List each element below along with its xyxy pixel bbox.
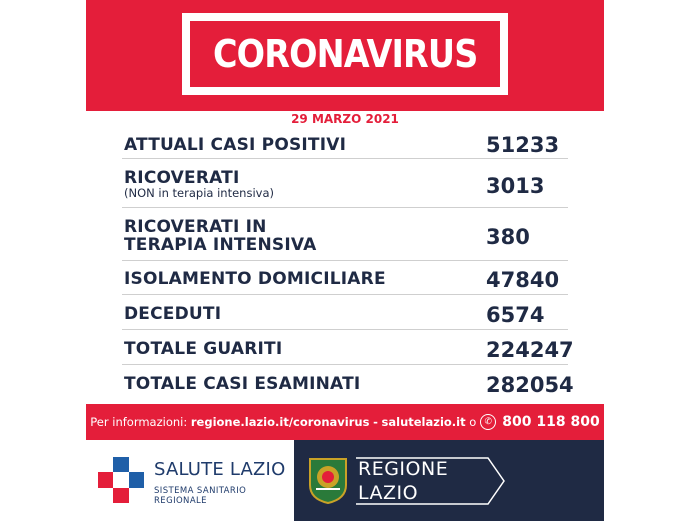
row-isolamento-domiciliare xyxy=(122,261,568,295)
info-bar xyxy=(86,404,604,440)
row-totale-guariti xyxy=(122,330,574,365)
regione-label: REGIONE xyxy=(358,458,449,480)
row-label: TOTALE GUARITI xyxy=(124,339,283,359)
lazio-label: LAZIO xyxy=(358,482,419,504)
row-label: RICOVERATI xyxy=(124,168,240,188)
row-sublabel: (NON in terapia intensiva) xyxy=(124,186,274,200)
phone-icon: ✆ xyxy=(480,414,496,430)
row-terapia-intensiva xyxy=(122,208,568,261)
row-label: ISOLAMENTO DOMICILIARE xyxy=(124,269,386,289)
row-value: 380 xyxy=(486,225,530,249)
row-value: 51233 xyxy=(486,133,560,157)
info-prefix: Per informazioni: xyxy=(90,415,188,429)
regione-lazio-emblem-icon xyxy=(306,455,350,505)
stats-list xyxy=(122,128,574,399)
row-value: 3013 xyxy=(486,174,545,198)
row-label: DECEDUTI xyxy=(124,304,222,324)
row-ricoverati xyxy=(122,159,568,208)
medical-cross-icon xyxy=(98,457,144,503)
row-value: 282054 xyxy=(486,373,574,397)
report-date: 29 MARZO 2021 xyxy=(291,112,399,126)
row-label-line2: TERAPIA INTENSIVA xyxy=(124,235,317,255)
row-label: ATTUALI CASI POSITIVI xyxy=(124,135,347,155)
link-salutelazio[interactable]: salutelazio.it xyxy=(381,415,466,429)
row-value: 47840 xyxy=(486,268,560,292)
row-value: 224247 xyxy=(486,338,574,362)
link-regione-lazio[interactable]: regione.lazio.it/coronavirus xyxy=(190,415,370,429)
row-value: 6574 xyxy=(486,303,545,327)
row-label: RICOVERATI IN xyxy=(124,217,267,237)
row-deceduti xyxy=(122,295,568,330)
info-or: o xyxy=(469,415,477,429)
info-separator: - xyxy=(373,415,378,429)
bulletin-card xyxy=(86,0,604,521)
salute-lazio-title: SALUTE LAZIO xyxy=(154,459,286,480)
page-title: CORONAVIRUS xyxy=(212,32,478,76)
row-label: TOTALE CASI ESAMINATI xyxy=(124,374,361,394)
salute-lazio-logo xyxy=(86,440,294,521)
title-frame xyxy=(182,13,508,95)
phone-number[interactable]: 800 118 800 xyxy=(502,414,600,430)
regione-lazio-logo xyxy=(294,440,604,521)
row-attuali-casi-positivi xyxy=(122,128,568,159)
row-totale-casi-esaminati xyxy=(122,365,574,399)
header-banner xyxy=(86,0,604,111)
salute-lazio-subtitle: SISTEMA SANITARIO REGIONALE xyxy=(154,486,247,506)
